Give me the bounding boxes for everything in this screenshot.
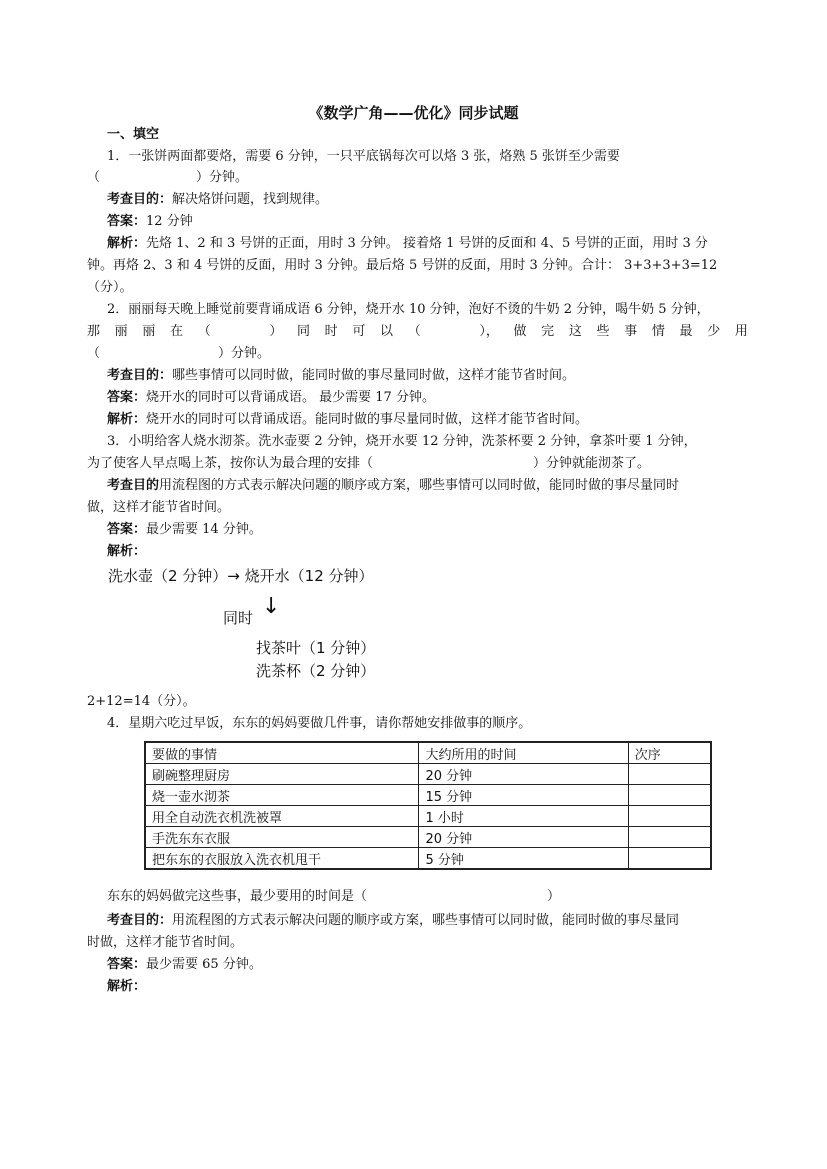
table-cell (628, 827, 711, 848)
flow-step-1: 洗水壶（2 分钟）→ 烧开水（12 分钟） (108, 567, 374, 585)
q1-text: 1．一张饼两面都要烙，需要 6 分钟，一只平底锅每次可以烙 3 张，烙熟 5 张饼至少需要 (107, 149, 620, 164)
flow-step-find-tea: 找茶叶（1 分钟） (256, 639, 376, 657)
table-header: 次序 (628, 742, 711, 764)
table-header: 要做的事情 (145, 742, 419, 764)
q1-answer: 答案：12 分钟 (107, 214, 193, 229)
q1-purpose: 考查目的：解决烙饼问题，找到规律。 (107, 192, 329, 207)
q4-purpose-cont: 时做，这样才能节省时间。 (87, 935, 244, 950)
table-header: 大约所用的时间 (419, 742, 628, 764)
down-arrow-icon: ↓ (262, 594, 281, 619)
table-header-row (145, 742, 711, 764)
q3-result: 2+12=14（分）。 (87, 694, 196, 709)
q2-text: 2．丽丽每天晚上睡觉前要背诵成语 6 分钟，烧开水 10 分钟，泡好不烫的牛奶 2 分钟，喝牛奶 5 分钟， (107, 302, 710, 317)
table-cell: 15 分钟 (419, 785, 628, 806)
q4-analysis-label: 解析： (107, 979, 147, 994)
q1-analysis: 解析：先烙 1、2 和 3 号饼的正面，用时 3 分钟。 接着烙 1 号饼的反面和 4、5 号饼的正面，用时 3 分 (107, 236, 708, 251)
flow-step-wash-cups: 洗茶杯（2 分钟） (256, 662, 376, 680)
table-row (145, 827, 711, 848)
q3-answer: 答案：最少需要 14 分钟。 (107, 522, 262, 537)
table-cell (628, 848, 711, 870)
q3-analysis-label: 解析： (107, 544, 147, 559)
table-cell (628, 806, 711, 827)
q2-purpose: 考查目的：哪些事情可以同时做，能同时做的事尽量同时做，这样才能节省时间。 (107, 368, 576, 383)
table-row (145, 848, 711, 870)
section-heading: 一、填空 (107, 127, 160, 142)
table-cell: 手洗东东衣服 (145, 827, 419, 848)
table-cell: 20 分钟 (419, 764, 628, 785)
table-cell: 1 小时 (419, 806, 628, 827)
q2-answer: 答案：烧开水的同时可以背诵成语。 最少需要 17 分钟。 (107, 390, 435, 405)
q2-blank-line-2: （ ）分钟。 (87, 346, 271, 361)
table-row (145, 806, 711, 827)
table-cell: 刷碗整理厨房 (145, 764, 419, 785)
page-title: 《数学广角——优化》同步试题 (308, 104, 519, 122)
q3-text: 3．小明给客人烧水沏茶。洗水壶要 2 分钟，烧开水要 12 分钟，洗茶杯要 2 分钟，拿茶叶要 1 分钟， (107, 434, 697, 449)
table-cell: 烧一壶水沏茶 (145, 785, 419, 806)
q3-purpose: 考查目的用流程图的方式表示解决问题的顺序或方案，哪些事情可以同时做，能同时做的事尽量同时 (107, 478, 680, 493)
q2-analysis: 解析：烧开水的同时可以背诵成语。能同时做的事尽量同时做，这样才能节省时间。 (107, 412, 589, 427)
table-cell: 5 分钟 (419, 848, 628, 870)
table-cell (628, 764, 711, 785)
q4-text: 4．星期六吃过早饭，东东的妈妈要做几件事，请你帮她安排做事的顺序。 (107, 716, 532, 731)
q1-blank-line: （ ）分钟。 (87, 170, 249, 185)
q3-purpose-cont: 做，这样才能节省时间。 (87, 500, 231, 515)
flow-simultaneous-label: 同时 (223, 609, 254, 627)
q4-purpose: 考查目的：用流程图的方式表示解决问题的顺序或方案，哪些事情可以同时做，能同时做的事尽量同 (107, 913, 680, 928)
task-table (144, 741, 712, 870)
table-cell: 用全自动洗衣机洗被罩 (145, 806, 419, 827)
q3-blank-line: 为了使客人早点喝上茶，按你认为最合理的安排（ ）分钟就能沏茶了。 (87, 456, 651, 471)
table-cell (628, 785, 711, 806)
table-cell: 20 分钟 (419, 827, 628, 848)
q2-blank-line: 那 丽 丽 在 （ ） 同 时 可 以 （ ）， 做 完 这 些 事 情 最 少 用 (87, 324, 748, 339)
q1-analysis-end: （分）。 (87, 280, 133, 295)
q4-question: 东东的妈妈做完这些事，最少要用的时间是（ ） (107, 889, 561, 904)
q1-analysis-cont: 钟。再烙 2、3 和 4 号饼的反面，用时 3 分钟。最后烙 5 号饼的反面，用时 3 分钟。合计： 3+3+3+3=12 (87, 258, 718, 273)
table-row (145, 785, 711, 806)
table-cell: 把东东的衣服放入洗衣机甩干 (145, 848, 419, 870)
table-row (145, 764, 711, 785)
q4-answer: 答案：最少需要 65 分钟。 (107, 957, 262, 972)
